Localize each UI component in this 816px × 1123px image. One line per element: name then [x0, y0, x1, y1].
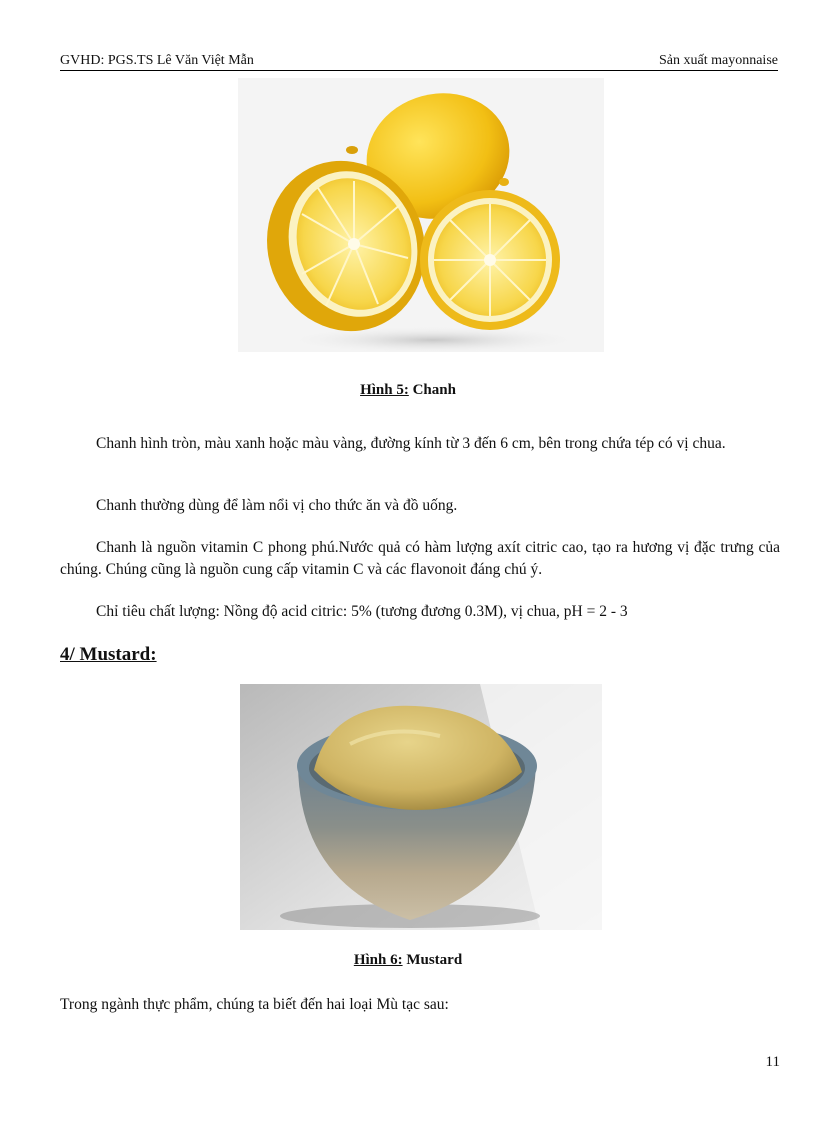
page-header	[60, 53, 778, 71]
lemon-illustration	[238, 78, 604, 352]
mustard-illustration	[240, 684, 602, 930]
paragraph-2: Chanh thường dùng để làm nổi vị cho thức ăn và đồ uống.	[96, 497, 458, 514]
figure-5-caption	[0, 382, 816, 399]
lemon-photo	[238, 78, 604, 352]
paragraph-3: Chanh là nguồn vitamin C phong phú.Nước quả có hàm lượng axít citric cao, tạo ra hương vị đặc trưng của chúng. Chúng cũng là nguồn cung cấp vitamin C và các flavonoit đáng chú ý.	[60, 539, 780, 578]
figure-6-title: Mustard	[406, 952, 463, 968]
paragraph-4: Chỉ tiêu chất lượng: Nồng độ acid citric: 5% (tương đương 0.3M), vị chua, pH = 2 - 3	[96, 603, 628, 620]
figure-5-title: Chanh	[412, 382, 456, 398]
figure-5-label: Hình 5:	[360, 382, 409, 398]
page-number: 11	[765, 1054, 780, 1070]
paragraph-1: Chanh hình tròn, màu xanh hoặc màu vàng, đường kính từ 3 đến 6 cm, bên trong chứa tép có vị chua.	[96, 435, 726, 452]
figure-6-label: Hình 6:	[353, 952, 403, 968]
section-heading: 4/ Mustard:	[60, 644, 157, 665]
closing-paragraph: Trong ngành thực phẩm, chúng ta biết đến hai loại Mù tạc sau:	[60, 996, 449, 1013]
mustard-photo	[240, 684, 602, 930]
figure-6-caption	[0, 952, 816, 969]
header-left: GVHD: PGS.TS Lê Văn Việt Mẫn	[60, 53, 254, 68]
header-right: Sản xuất mayonnaise	[659, 53, 778, 68]
